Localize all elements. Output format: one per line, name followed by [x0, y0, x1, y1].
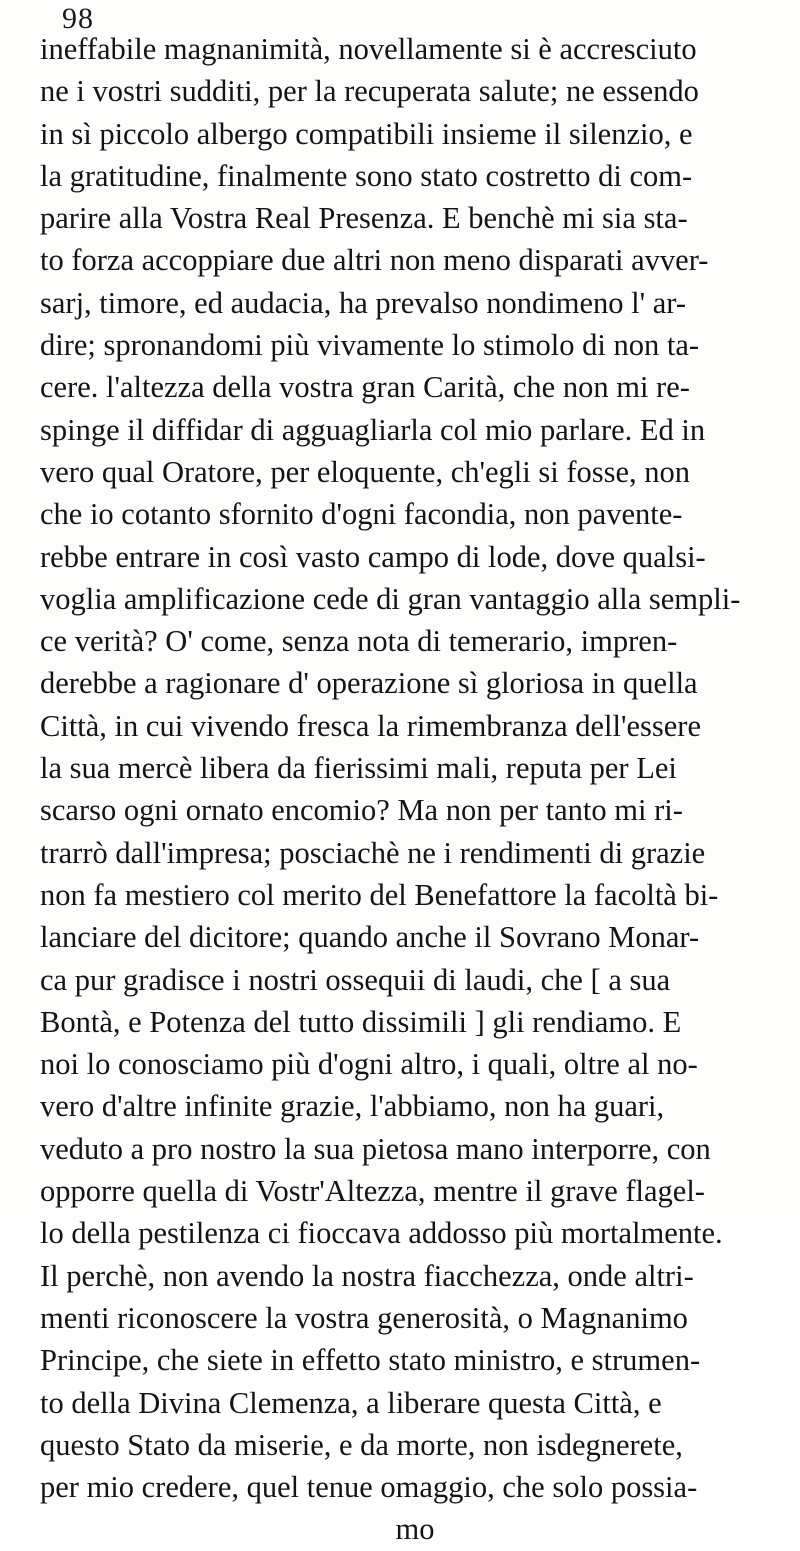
text-line: non fa mestiero col merito del Benefattore la facoltà bi- [40, 877, 719, 912]
text-line: la sua mercè libera da fierissimi mali, reputa per Lei [40, 751, 677, 786]
text-line: rebbe entrare in così vasto campo di lode, dove qualsi- [40, 539, 706, 574]
text-line: la gratitudine, finalmente sono stato costretto di com- [40, 158, 693, 193]
text-line: in sì piccolo albergo compatibili insieme il silenzio, e [40, 116, 693, 151]
text-line: lanciare del dicitore; quando anche il Sovrano Monar- [40, 920, 700, 955]
text-line: noi lo conosciamo più d'ogni altro, i quali, oltre al no- [40, 1047, 698, 1082]
text-line: questo Stato da miserie, e da morte, non isdegnerete, [40, 1427, 683, 1462]
body-text [40, 28, 790, 1551]
text-line: sarj, timore, ed audacia, ha prevalso nondimeno l' ar- [40, 285, 686, 320]
text-line: ne i vostri sudditi, per la recuperata salute; ne essendo [40, 74, 699, 109]
text-line: che io cotanto sfornito d'ogni facondia, non pavente- [40, 497, 683, 532]
text-line: parire alla Vostra Real Presenza. E benchè mi sia sta- [40, 201, 688, 236]
text-line: lo della pestilenza ci fioccava addosso più mortalmente. [40, 1216, 723, 1251]
text-line: ineffabile magnanimità, novellamente si è accresciuto [40, 32, 697, 66]
text-line: to della Divina Clemenza, a liberare questa Città, e [40, 1385, 662, 1420]
text-line: Principe, che siete in effetto stato ministro, e strumen- [40, 1343, 701, 1378]
text-line: Bontà, e Potenza del tutto dissimili ] gli rendiamo. E [40, 1004, 682, 1039]
text-line: dire; spronandomi più vivamente lo stimolo di non ta- [40, 328, 700, 363]
text-line: to forza accoppiare due altri non meno disparati avver- [40, 243, 709, 278]
text-line: veduto a pro nostro la sua pietosa mano interporre, con [40, 1131, 711, 1166]
text-line: vero qual Oratore, per eloquente, ch'egli si fosse, non [40, 454, 691, 489]
text-line: ce verità? O' come, senza nota di temerario, impren- [40, 624, 678, 659]
text-line: derebbe a ragionare d' operazione sì gloriosa in quella [40, 666, 698, 701]
text-line: voglia amplificazione cede di gran vantaggio alla sempli- [40, 581, 741, 616]
text-line: Città, in cui vivendo fresca la rimembranza dell'essere [40, 708, 701, 743]
text-line: spinge il diffidar di agguagliarla col mio parlare. Ed in [40, 412, 706, 447]
text-line: opporre quella di Vostr'Altezza, mentre il grave flagel- [40, 1174, 705, 1209]
text-line: vero d'altre infinite grazie, l'abbiamo, non ha guari, [40, 1089, 665, 1124]
text-line: Il perchè, non avendo la nostra fiacchezza, onde altri- [40, 1258, 694, 1293]
text-line: per mio credere, quel tenue omaggio, che solo possia- [40, 1470, 698, 1505]
text-line: trarrò dall'impresa; posciachè ne i rendimenti di grazie [40, 835, 706, 870]
catchword: mo [395, 1512, 435, 1547]
text-line: scarso ogni ornato encomio? Ma non per tanto mi ri- [40, 793, 683, 828]
text-line: menti riconoscere la vostra generosità, o Magnanimo [40, 1300, 688, 1335]
text-line: cere. l'altezza della vostra gran Carità, che non mi re- [40, 370, 690, 405]
text-line: ca pur gradisce i nostri ossequii di laudi, che [ a sua [40, 962, 671, 997]
page-number: 98 [62, 2, 94, 35]
